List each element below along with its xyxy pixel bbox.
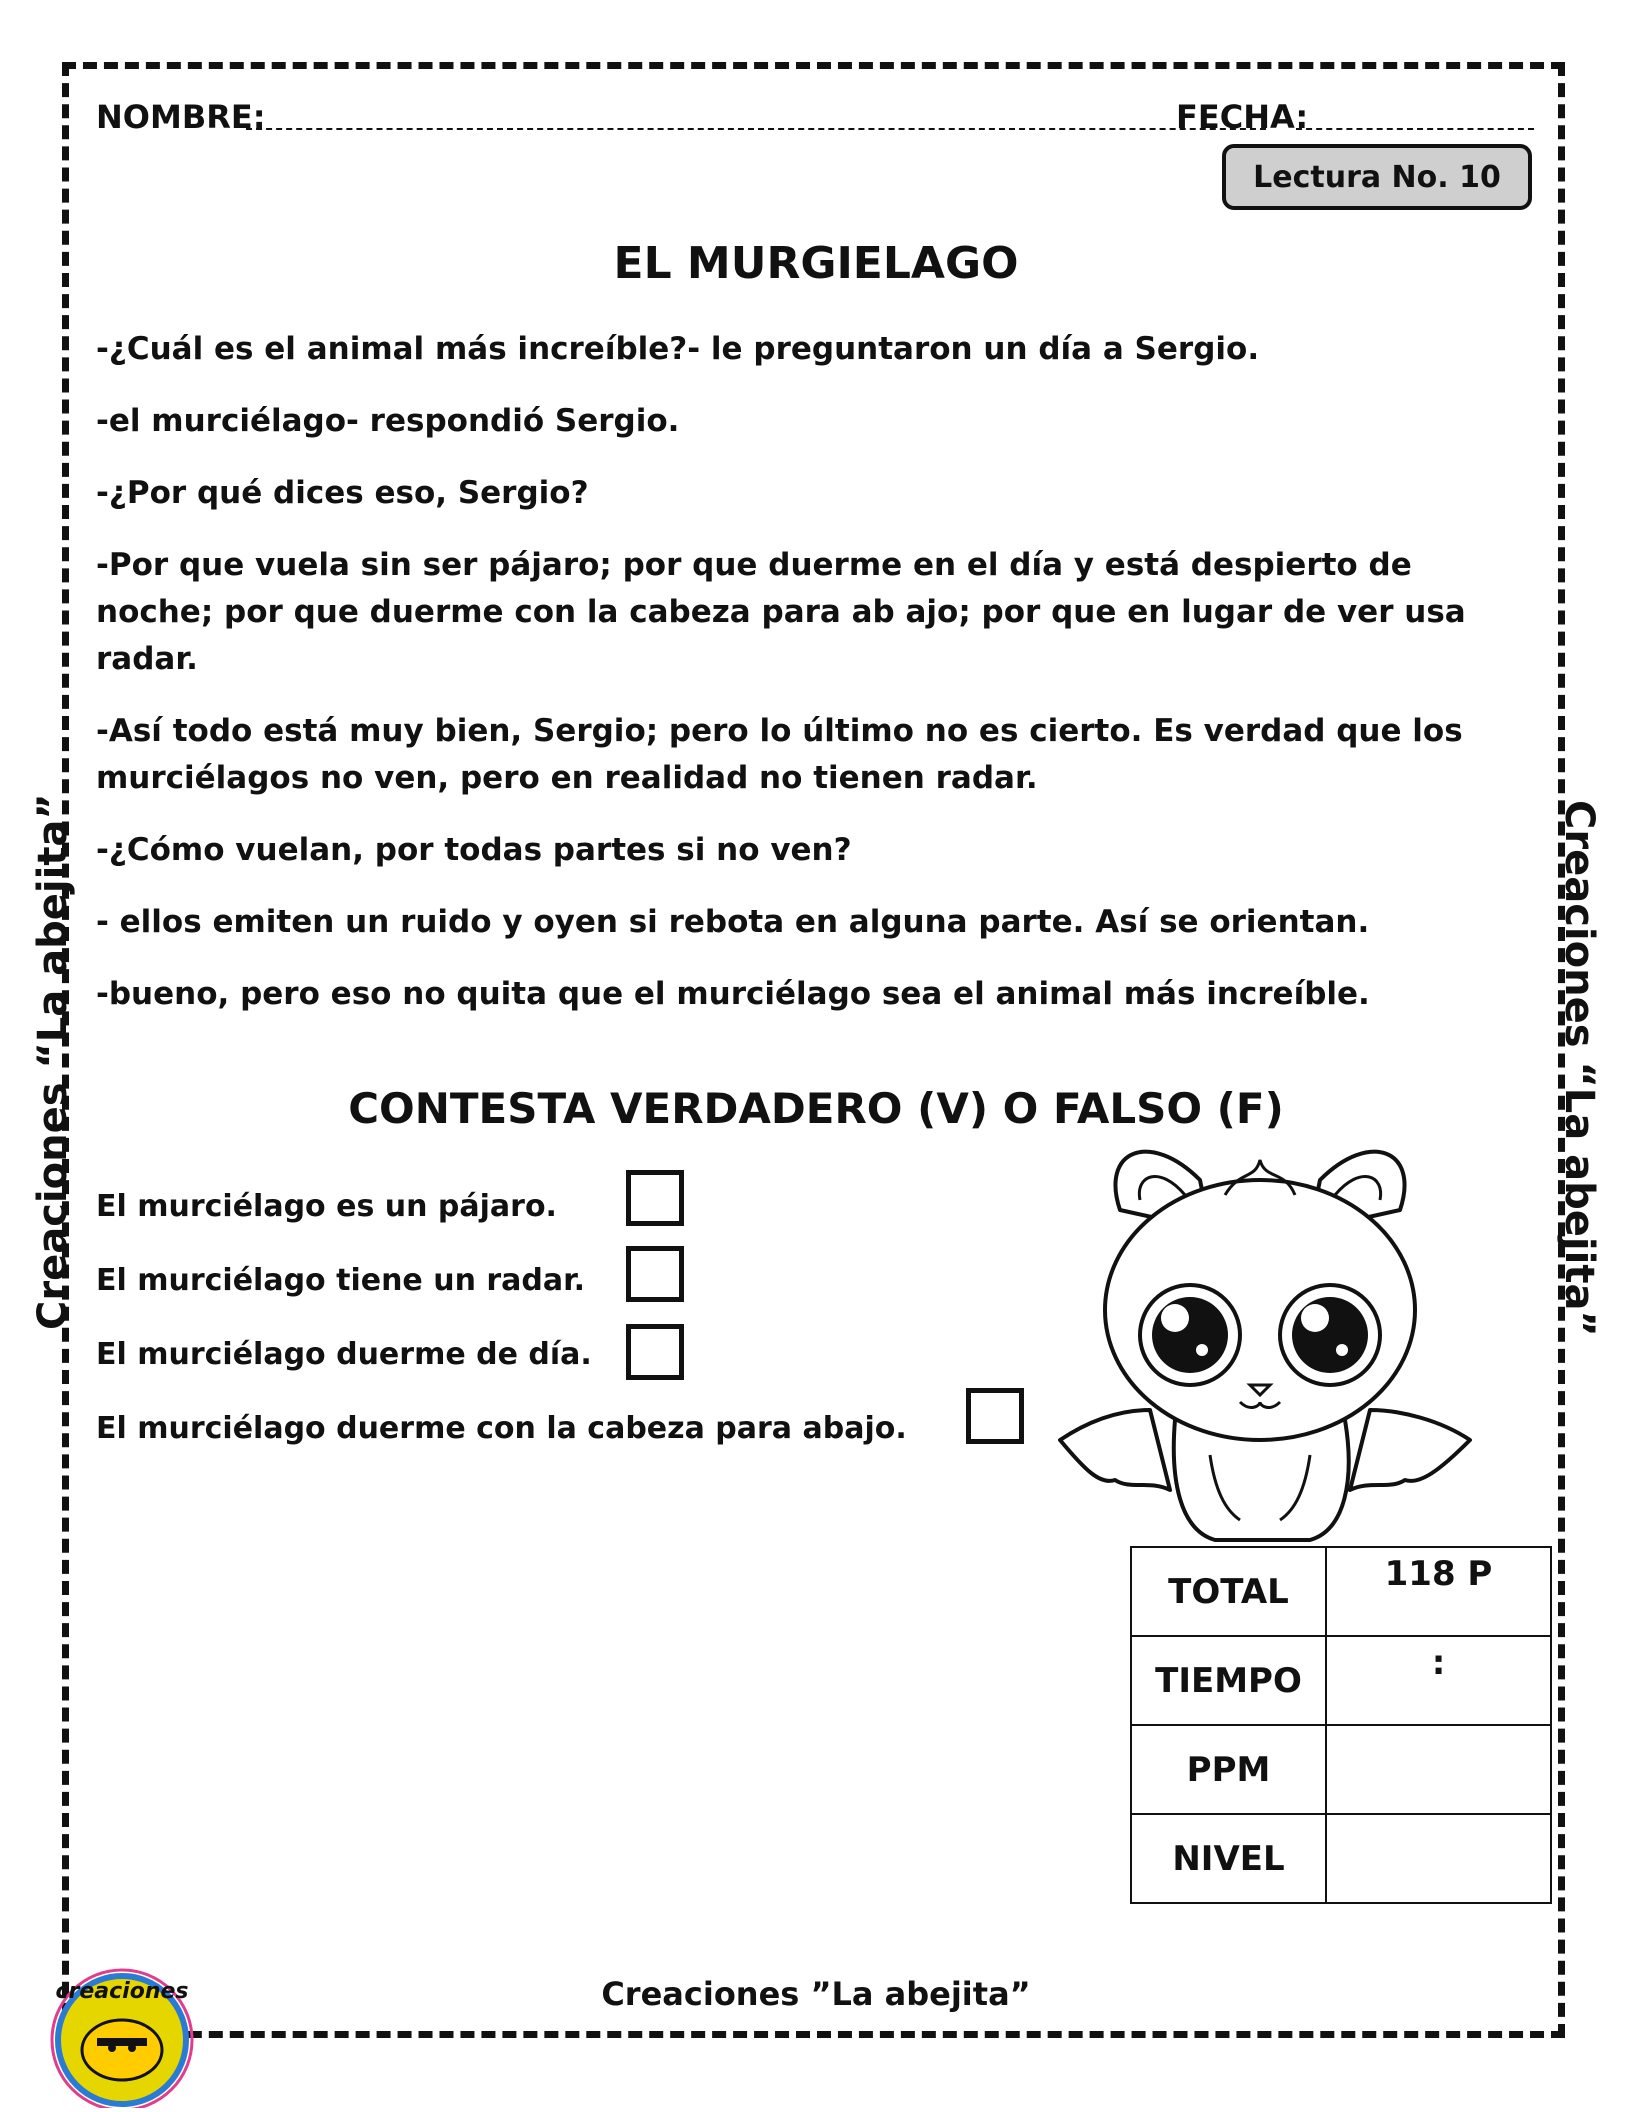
- score-row: [1131, 1814, 1551, 1903]
- fecha-label: FECHA:: [1176, 98, 1309, 136]
- reading-paragraph: -Por que vuela sin ser pájaro; por que duerme en el día y está despierto de noche; por que duerme con la cabeza para ab ajo; por que en lugar de ver usa radar.: [96, 547, 1466, 677]
- reading-paragraph: -Así todo está muy bien, Sergio; pero lo último no es cierto. Es verdad que los murciélagos no ven, pero en realidad no tienen radar.: [96, 713, 1463, 796]
- answer-box[interactable]: [626, 1170, 684, 1226]
- nombre-blank[interactable]: [246, 128, 1266, 130]
- score-value[interactable]: :: [1326, 1636, 1551, 1725]
- header-line: [96, 92, 1536, 142]
- quiz-question: El murciélago duerme de día.: [96, 1337, 592, 1372]
- side-text-left: Creaciones “La abejita”: [30, 793, 76, 1330]
- reading-paragraph: -¿Por qué dices eso, Sergio?: [96, 475, 589, 511]
- score-value[interactable]: [1326, 1814, 1551, 1903]
- score-value[interactable]: [1326, 1725, 1551, 1814]
- lectura-badge: Lectura No. 10: [1222, 144, 1532, 210]
- bee-logo: [42, 1958, 202, 2108]
- reading-paragraph: -¿Cómo vuelan, por todas partes si no ven?: [96, 832, 852, 868]
- reading-title: EL MURGIELAGO: [613, 238, 1019, 289]
- reading-paragraph: -el murciélago- respondió Sergio.: [96, 403, 680, 439]
- reading-text: [96, 326, 1536, 1043]
- answer-box[interactable]: [626, 1246, 684, 1302]
- quiz-question: El murciélago tiene un radar.: [96, 1263, 586, 1298]
- nombre-label: NOMBRE:: [96, 98, 266, 136]
- reading-paragraph: - ellos emiten un ruido y oyen si rebota en alguna parte. Así se orientan.: [96, 904, 1370, 940]
- reading-paragraph: -¿Cuál es el animal más increíble?- le preguntaron un día a Sergio.: [96, 331, 1260, 367]
- true-false-list: [96, 1170, 1096, 1466]
- score-label: TOTAL: [1131, 1547, 1326, 1636]
- logo-text: creaciones: [55, 1979, 189, 2004]
- quiz-question: El murciélago duerme con la cabeza para abajo.: [96, 1411, 907, 1446]
- score-label: TIEMPO: [1131, 1636, 1326, 1725]
- score-row: [1131, 1636, 1551, 1725]
- fecha-blank[interactable]: [1296, 128, 1534, 130]
- score-row: [1131, 1547, 1551, 1636]
- score-row: [1131, 1725, 1551, 1814]
- quiz-item: [96, 1244, 1096, 1318]
- score-label: PPM: [1131, 1725, 1326, 1814]
- quiz-title: CONTESTA VERDADERO (V) O FALSO (F): [348, 1084, 1284, 1133]
- bat-illustration: [1000, 1120, 1520, 1550]
- quiz-question: El murciélago es un pájaro.: [96, 1189, 557, 1224]
- reading-paragraph: -bueno, pero eso no quita que el murciélago sea el animal más increíble.: [96, 976, 1370, 1012]
- score-value[interactable]: 118 P: [1326, 1547, 1551, 1636]
- footer-credit: Creaciones ”La abejita”: [601, 1975, 1031, 2013]
- quiz-item: [96, 1318, 1096, 1392]
- answer-box[interactable]: [626, 1324, 684, 1380]
- score-label: NIVEL: [1131, 1814, 1326, 1903]
- side-text-right: Creaciones “La abejita”: [1556, 800, 1602, 1337]
- quiz-item: [96, 1392, 1096, 1466]
- quiz-item: [96, 1170, 1096, 1244]
- score-table: [1130, 1546, 1552, 1904]
